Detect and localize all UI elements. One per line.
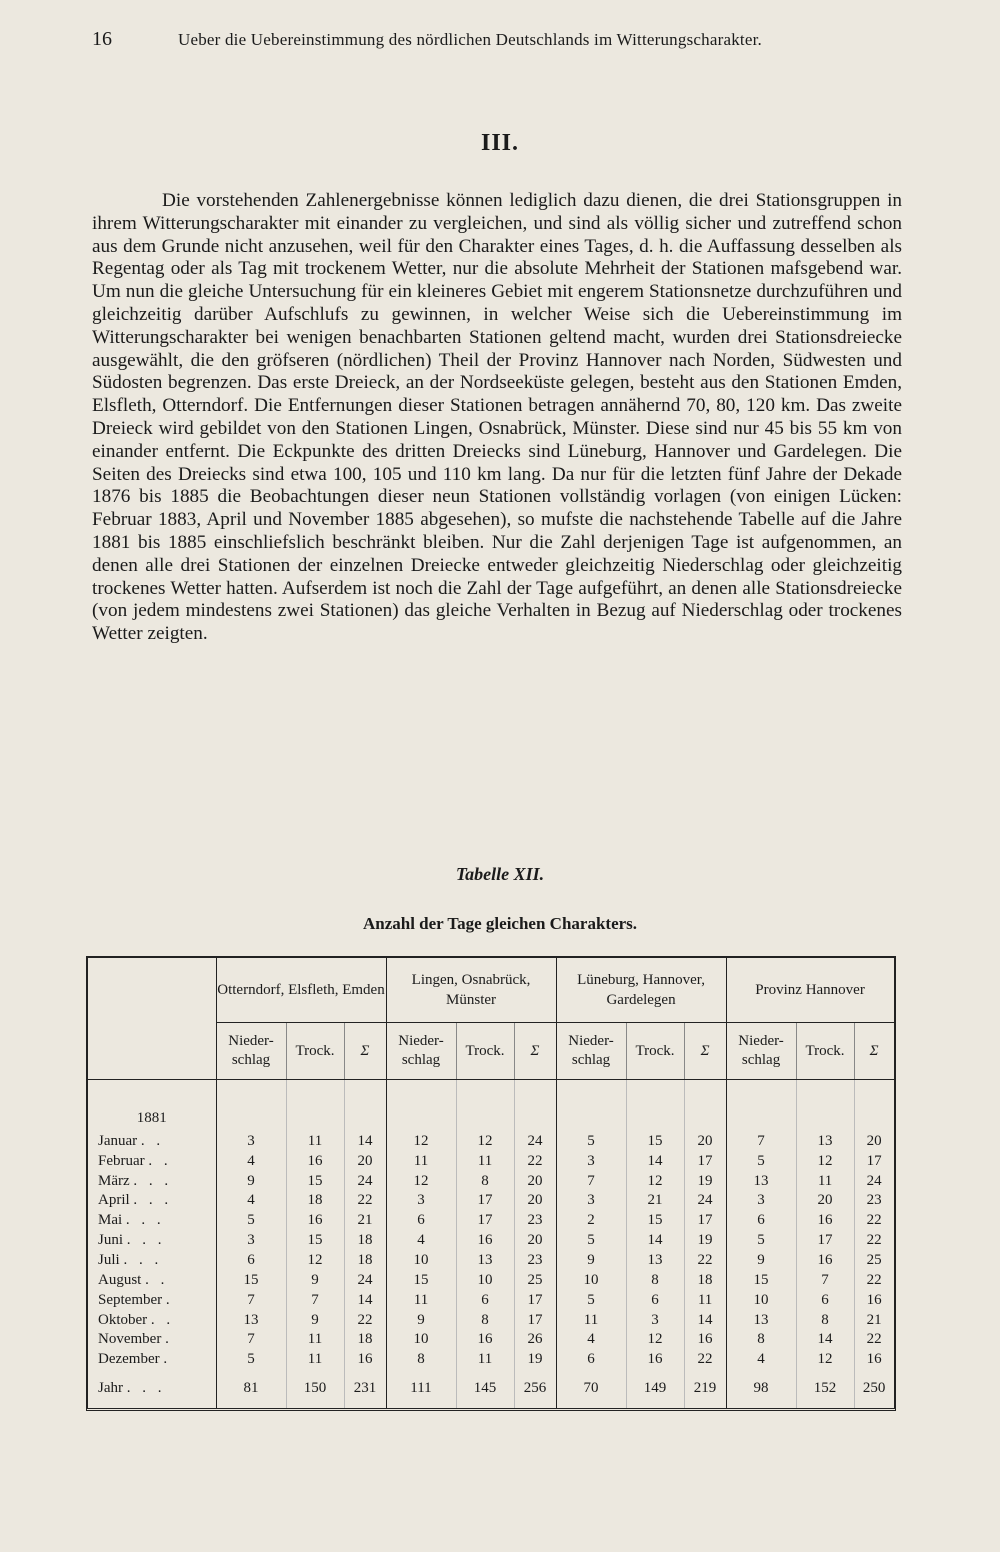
value-cell: 12: [386, 1131, 456, 1151]
value-cell: 14: [626, 1151, 684, 1171]
value-cell: 16: [456, 1330, 514, 1350]
month-name: März: [98, 1172, 130, 1189]
leader-dots: .: [165, 1291, 174, 1308]
value-cell: 13: [796, 1131, 854, 1151]
value-cell: 6: [456, 1290, 514, 1310]
data-table-frame: [86, 956, 896, 1411]
value-cell: 11: [556, 1310, 626, 1330]
value-cell: 3: [216, 1231, 286, 1251]
month-cell: [88, 1250, 216, 1270]
month-name: Oktober: [98, 1311, 148, 1328]
month-cell: [88, 1290, 216, 1310]
value-cell: 12: [626, 1171, 684, 1191]
month-name: April: [98, 1192, 130, 1209]
total-label-cell: [88, 1369, 216, 1408]
value-cell: 13: [726, 1171, 796, 1191]
value-cell: 14: [344, 1131, 386, 1151]
month-cell: [88, 1350, 216, 1370]
total-value-cell: 98: [726, 1369, 796, 1408]
value-cell: 7: [726, 1131, 796, 1151]
leader-dots: . . .: [126, 1380, 166, 1397]
value-cell: 3: [386, 1191, 456, 1211]
value-cell: 16: [456, 1231, 514, 1251]
value-cell: 16: [854, 1350, 894, 1370]
value-cell: 9: [286, 1310, 344, 1330]
value-cell: 23: [854, 1191, 894, 1211]
value-cell: 24: [344, 1270, 386, 1290]
value-cell: 9: [726, 1250, 796, 1270]
value-cell: 9: [556, 1250, 626, 1270]
group-header: Provinz Hannover: [726, 958, 894, 1023]
value-cell: 12: [456, 1131, 514, 1151]
total-value-cell: 70: [556, 1369, 626, 1408]
group-header: Lüneburg, Hannover, Gardelegen: [556, 958, 726, 1023]
month-name: August: [98, 1271, 142, 1288]
value-cell: 7: [216, 1290, 286, 1310]
value-cell: 26: [514, 1330, 556, 1350]
value-cell: 14: [684, 1310, 726, 1330]
empty-cell: [286, 1080, 344, 1132]
value-cell: 22: [854, 1330, 894, 1350]
value-cell: 8: [456, 1171, 514, 1191]
value-cell: 16: [796, 1211, 854, 1231]
value-cell: 7: [796, 1270, 854, 1290]
value-cell: 5: [216, 1211, 286, 1231]
value-cell: 18: [286, 1191, 344, 1211]
value-cell: 19: [514, 1350, 556, 1370]
value-cell: 4: [726, 1350, 796, 1370]
col-header-niederschlag: Nieder-schlag: [216, 1023, 286, 1080]
col-header-niederschlag: Nieder-schlag: [556, 1023, 626, 1080]
value-cell: 10: [386, 1250, 456, 1270]
value-cell: 9: [386, 1310, 456, 1330]
table-body: [88, 1080, 894, 1409]
value-cell: 5: [726, 1151, 796, 1171]
value-cell: 4: [216, 1191, 286, 1211]
value-cell: 24: [684, 1191, 726, 1211]
month-cell: [88, 1171, 216, 1191]
value-cell: 15: [626, 1211, 684, 1231]
paragraph: Die vorstehenden Zahlenergebnisse können lediglich dazu dienen, die drei Stationsgruppen in ihrem Witterungscharakter mit einander zu vergleichen, und sind als völlig sicher und zutreffend schon aus dem Grunde nicht anzusehen, weil für den Charakter eines Tages, d. h. die Auffassung desselben als Regentag oder als Tag mit trockenem Wetter, nur die absolute Mehrheit der Stationen mafsgebend war. Um nun die gleiche Untersuchung für ein kleineres Gebiet mit engerem Stationsnetze durchzuführen und gleichzeitig darüber Aufschlufs zu gewinnen, in welcher Weise sich die Uebereinstimmung im Witterungscharakter bei wenigen benachbarten Stationen geltend macht, wurden drei Stationsdreiecke ausgewählt, die den gröfseren (nördlichen) Theil der Provinz Hannover nach Norden, Südwesten und Südosten begrenzen. Das erste Dreieck, an der Nordseeküste gelegen, besteht aus den Stationen Emden, Elsfleth, Otterndorf. Die Entfernungen dieser Stationen betragen annähernd 70, 80, 120 km. Das zweite Dreieck wird gebildet von den Stationen Lingen, Osnabrück, Münster. Diese sind nur 45 bis 55 km von einander entfernt. Die Eckpunkte des dritten Dreiecks sind Lüneburg, Hannover und Gardelegen. Die Seiten des Dreiecks sind etwa 100, 105 und 110 km lang. Da nur für die letzten fünf Jahre der Dekade 1876 bis 1885 die Beobachtungen dieser neun Stationen vollständig vorlagen (von einigen Lücken: Februar 1883, April und November 1885 abgesehen), so mufste die nachstehende Tabelle auf die Jahre 1881 bis 1885 einschliefslich beschränkt bleiben. Nur die Zahl derjenigen Tage ist aufgenommen, an denen alle drei Stationen der einzelnen Dreiecke entweder gleichzeitig Niederschlag oder gleichzeitig trockenes Wetter hatten. Aufserdem ist noch die Zahl der Tage aufgeführt, an denen alle Stationsdreiecke (von jedem mindestens zwei Stationen) das gleiche Verhalten in Bezug auf Niederschlag oder trockenes Wetter zeigten.: [92, 190, 902, 645]
leader-dots: . . .: [125, 1212, 165, 1229]
value-cell: 17: [514, 1310, 556, 1330]
total-row: [88, 1369, 894, 1408]
empty-cell: [386, 1080, 456, 1132]
value-cell: 15: [626, 1131, 684, 1151]
value-cell: 8: [386, 1350, 456, 1370]
value-cell: 6: [216, 1250, 286, 1270]
value-cell: 17: [456, 1191, 514, 1211]
month-name: Mai: [98, 1212, 123, 1229]
col-header-niederschlag: Nieder-schlag: [726, 1023, 796, 1080]
value-cell: 14: [796, 1330, 854, 1350]
value-cell: 6: [626, 1290, 684, 1310]
value-cell: 7: [216, 1330, 286, 1350]
value-cell: 12: [626, 1330, 684, 1350]
value-cell: 20: [684, 1131, 726, 1151]
col-header-sum: Σ: [684, 1023, 726, 1080]
value-cell: 3: [726, 1191, 796, 1211]
value-cell: 20: [514, 1191, 556, 1211]
total-value-cell: 81: [216, 1369, 286, 1408]
month-cell: [88, 1211, 216, 1231]
value-cell: 10: [556, 1270, 626, 1290]
value-cell: 13: [726, 1310, 796, 1330]
body-text: [92, 190, 902, 646]
value-cell: 11: [456, 1350, 514, 1370]
value-cell: 22: [854, 1211, 894, 1231]
empty-cell: [684, 1080, 726, 1132]
value-cell: 22: [344, 1310, 386, 1330]
value-cell: 3: [626, 1310, 684, 1330]
value-cell: 22: [684, 1350, 726, 1370]
total-value-cell: 231: [344, 1369, 386, 1408]
value-cell: 23: [514, 1250, 556, 1270]
running-title: Ueber die Uebereinstimmung des nördlichen Deutschlands im Witterungscharakter.: [178, 30, 762, 49]
table-row: [88, 1131, 894, 1151]
value-cell: 11: [386, 1290, 456, 1310]
value-cell: 3: [556, 1151, 626, 1171]
leader-dots: . .: [140, 1132, 165, 1149]
value-cell: 23: [514, 1211, 556, 1231]
value-cell: 25: [514, 1270, 556, 1290]
month-name: Dezember: [98, 1351, 160, 1368]
table-row: [88, 1171, 894, 1191]
value-cell: 16: [684, 1330, 726, 1350]
value-cell: 4: [386, 1231, 456, 1251]
value-cell: 10: [386, 1330, 456, 1350]
value-cell: 18: [344, 1330, 386, 1350]
col-header-trocken: Trock.: [286, 1023, 344, 1080]
month-cell: [88, 1310, 216, 1330]
month-cell: [88, 1270, 216, 1290]
value-cell: 24: [344, 1171, 386, 1191]
data-table: [88, 958, 895, 1408]
value-cell: 10: [726, 1290, 796, 1310]
leader-dots: . . .: [133, 1172, 173, 1189]
value-cell: 11: [386, 1151, 456, 1171]
table-row: [88, 1310, 894, 1330]
value-cell: 20: [854, 1131, 894, 1151]
table-title: Anzahl der Tage gleichen Charakters.: [362, 914, 638, 933]
value-cell: 13: [626, 1250, 684, 1270]
value-cell: 5: [556, 1131, 626, 1151]
value-cell: 4: [216, 1151, 286, 1171]
empty-cell: [626, 1080, 684, 1132]
leader-dots: .: [163, 1351, 172, 1368]
month-name: September: [98, 1291, 163, 1308]
empty-cell: [556, 1080, 626, 1132]
leader-dots: . .: [148, 1152, 172, 1169]
value-cell: 3: [556, 1191, 626, 1211]
year-row: [88, 1080, 894, 1132]
empty-cell: [456, 1080, 514, 1132]
value-cell: 5: [556, 1290, 626, 1310]
value-cell: 22: [344, 1191, 386, 1211]
value-cell: 11: [796, 1171, 854, 1191]
table-row: [88, 1290, 894, 1310]
value-cell: 15: [286, 1231, 344, 1251]
empty-cell: [344, 1080, 386, 1132]
leader-dots: . .: [145, 1271, 169, 1288]
value-cell: 2: [556, 1211, 626, 1231]
empty-cell: [514, 1080, 556, 1132]
table-row: [88, 1270, 894, 1290]
month-cell: [88, 1191, 216, 1211]
value-cell: 24: [514, 1131, 556, 1151]
value-cell: 13: [216, 1310, 286, 1330]
total-value-cell: 250: [854, 1369, 894, 1408]
total-value-cell: 256: [514, 1369, 556, 1408]
value-cell: 13: [456, 1250, 514, 1270]
leader-dots: . . .: [126, 1232, 166, 1249]
empty-cell: [854, 1080, 894, 1132]
value-cell: 18: [684, 1270, 726, 1290]
value-cell: 5: [216, 1350, 286, 1370]
group-header: Lingen, Osnabrück, Münster: [386, 958, 556, 1023]
table-row: [88, 1330, 894, 1350]
empty-cell: [216, 1080, 286, 1132]
empty-cell: [726, 1080, 796, 1132]
value-cell: 8: [796, 1310, 854, 1330]
value-cell: 10: [456, 1270, 514, 1290]
value-cell: 16: [854, 1290, 894, 1310]
section-heading: III.: [480, 130, 520, 156]
value-cell: 22: [514, 1151, 556, 1171]
value-cell: 3: [216, 1131, 286, 1151]
col-header-sum: Σ: [854, 1023, 894, 1080]
value-cell: 22: [684, 1250, 726, 1270]
value-cell: 24: [854, 1171, 894, 1191]
value-cell: 20: [514, 1171, 556, 1191]
value-cell: 7: [286, 1290, 344, 1310]
table-row: [88, 1250, 894, 1270]
value-cell: 20: [344, 1151, 386, 1171]
group-header: Otterndorf, Elsfleth, Emden: [216, 958, 386, 1023]
page-number: 16: [92, 28, 112, 50]
col-header-trocken: Trock.: [796, 1023, 854, 1080]
leader-dots: .: [165, 1331, 173, 1348]
value-cell: 18: [344, 1250, 386, 1270]
col-header-sum: Σ: [514, 1023, 556, 1080]
value-cell: 11: [684, 1290, 726, 1310]
month-cell: [88, 1131, 216, 1151]
value-cell: 8: [626, 1270, 684, 1290]
header-corner: [88, 958, 216, 1080]
value-cell: 11: [286, 1330, 344, 1350]
month-name: Februar: [98, 1152, 145, 1169]
value-cell: 9: [216, 1171, 286, 1191]
value-cell: 6: [556, 1350, 626, 1370]
month-cell: [88, 1231, 216, 1251]
year-label: 1881: [88, 1080, 216, 1132]
leader-dots: . . .: [133, 1192, 173, 1209]
value-cell: 16: [344, 1350, 386, 1370]
col-header-sum: Σ: [344, 1023, 386, 1080]
total-value-cell: 111: [386, 1369, 456, 1408]
value-cell: 8: [726, 1330, 796, 1350]
empty-cell: [796, 1080, 854, 1132]
value-cell: 17: [854, 1151, 894, 1171]
total-value-cell: 152: [796, 1369, 854, 1408]
table-row: [88, 1151, 894, 1171]
value-cell: 12: [386, 1171, 456, 1191]
value-cell: 21: [626, 1191, 684, 1211]
value-cell: 18: [344, 1231, 386, 1251]
value-cell: 17: [456, 1211, 514, 1231]
value-cell: 20: [514, 1231, 556, 1251]
value-cell: 20: [796, 1191, 854, 1211]
value-cell: 19: [684, 1231, 726, 1251]
col-header-trocken: Trock.: [626, 1023, 684, 1080]
total-value-cell: 219: [684, 1369, 726, 1408]
value-cell: 6: [726, 1211, 796, 1231]
value-cell: 15: [216, 1270, 286, 1290]
value-cell: 12: [796, 1350, 854, 1370]
table-row: [88, 1350, 894, 1370]
value-cell: 9: [286, 1270, 344, 1290]
total-value-cell: 145: [456, 1369, 514, 1408]
value-cell: 6: [386, 1211, 456, 1231]
value-cell: 19: [684, 1171, 726, 1191]
value-cell: 16: [796, 1250, 854, 1270]
value-cell: 6: [796, 1290, 854, 1310]
value-cell: 15: [286, 1171, 344, 1191]
value-cell: 15: [386, 1270, 456, 1290]
month-name: November: [98, 1331, 162, 1348]
month-name: Juni: [98, 1232, 124, 1249]
leader-dots: . . .: [123, 1251, 163, 1268]
value-cell: 15: [726, 1270, 796, 1290]
value-cell: 12: [796, 1151, 854, 1171]
value-cell: 16: [626, 1350, 684, 1370]
value-cell: 12: [286, 1250, 344, 1270]
value-cell: 17: [684, 1211, 726, 1231]
table-label: Tabelle XII.: [455, 864, 545, 884]
leader-dots: . .: [150, 1311, 175, 1328]
table-row: [88, 1191, 894, 1211]
value-cell: 21: [854, 1310, 894, 1330]
total-value-cell: 150: [286, 1369, 344, 1408]
value-cell: 22: [854, 1231, 894, 1251]
value-cell: 17: [796, 1231, 854, 1251]
page-header: [92, 28, 900, 58]
month-cell: [88, 1151, 216, 1171]
value-cell: 14: [344, 1290, 386, 1310]
value-cell: 7: [556, 1171, 626, 1191]
value-cell: 17: [514, 1290, 556, 1310]
total-label: Jahr: [98, 1380, 123, 1397]
value-cell: 11: [286, 1350, 344, 1370]
total-value-cell: 149: [626, 1369, 684, 1408]
col-header-trocken: Trock.: [456, 1023, 514, 1080]
value-cell: 4: [556, 1330, 626, 1350]
value-cell: 11: [456, 1151, 514, 1171]
value-cell: 16: [286, 1211, 344, 1231]
value-cell: 16: [286, 1151, 344, 1171]
value-cell: 11: [286, 1131, 344, 1151]
value-cell: 5: [726, 1231, 796, 1251]
table-row: [88, 1211, 894, 1231]
value-cell: 25: [854, 1250, 894, 1270]
value-cell: 22: [854, 1270, 894, 1290]
col-header-niederschlag: Nieder-schlag: [386, 1023, 456, 1080]
value-cell: 8: [456, 1310, 514, 1330]
month-name: Juli: [98, 1251, 120, 1268]
value-cell: 21: [344, 1211, 386, 1231]
value-cell: 14: [626, 1231, 684, 1251]
value-cell: 5: [556, 1231, 626, 1251]
month-cell: [88, 1330, 216, 1350]
month-name: Januar: [98, 1132, 138, 1149]
table-row: [88, 1231, 894, 1251]
value-cell: 17: [684, 1151, 726, 1171]
